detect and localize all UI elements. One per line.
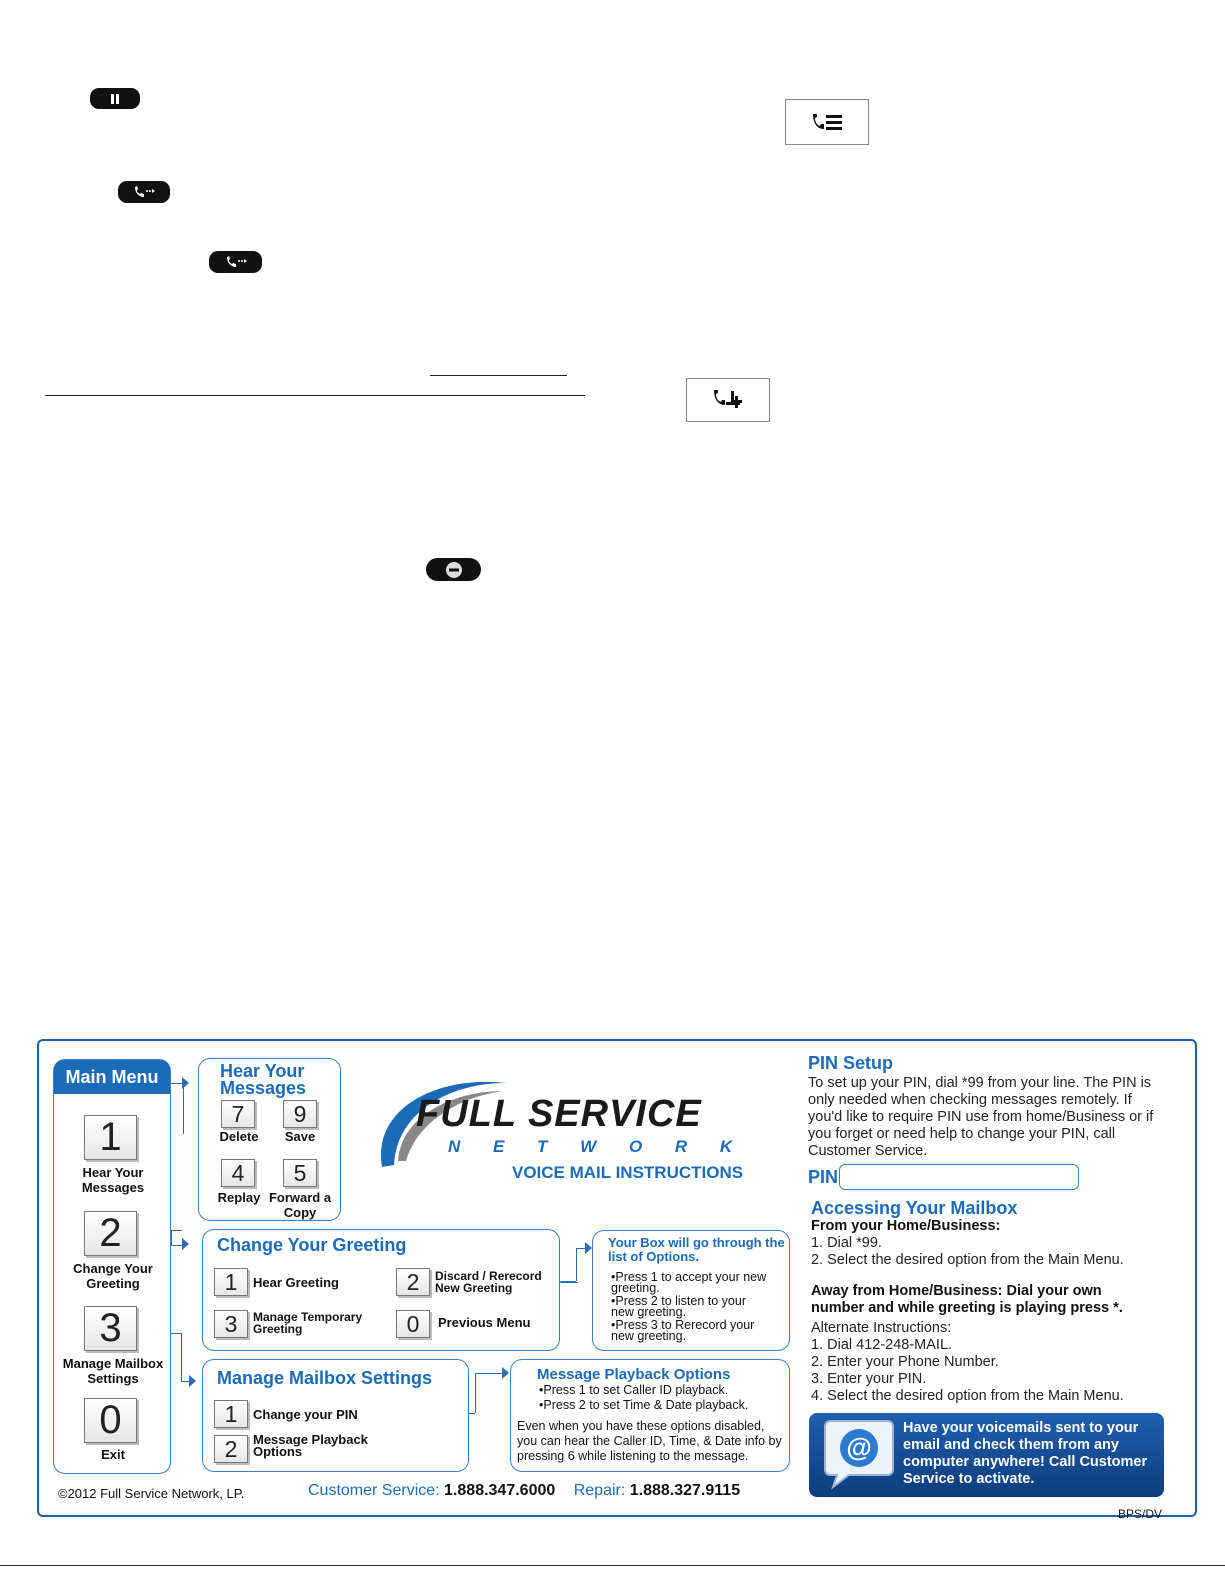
main-menu-panel [53, 1059, 171, 1474]
document-code: BPS/DV [1118, 1507, 1163, 1521]
key-2: 2 [214, 1435, 248, 1463]
change-greeting-panel [202, 1229, 560, 1351]
arrow-icon [182, 1077, 189, 1089]
main-menu-label-hear: Hear Your Messages [81, 1165, 145, 1195]
alternate-step: 4. Select the desired option from the Main Menu. [811, 1388, 1124, 1404]
alternate-step: 3. Enter your PIN. [811, 1371, 927, 1387]
playback-note: Even when you have these options disabled, you can hear the Caller ID, Time, & Date info by pressing 6 while listening to the message. [517, 1419, 782, 1463]
key-4: 4 [221, 1159, 255, 1187]
logo-subtitle: VOICE MAIL INSTRUCTIONS [512, 1163, 744, 1182]
options-title: Your Box will go through the list of Options. [608, 1235, 785, 1264]
change-greeting-title: Change Your Greeting [217, 1235, 407, 1255]
pin-setup-title: PIN Setup [808, 1053, 894, 1073]
mailbox-settings-panel [202, 1359, 469, 1472]
main-menu-label-exit: Exit [101, 1447, 125, 1462]
bottom-rule [0, 1565, 1225, 1566]
logo-network: N E T W O R K [448, 1137, 747, 1156]
home-heading: From your Home/Business: [811, 1218, 1001, 1234]
greeting-options-panel [592, 1230, 790, 1351]
connector-line [475, 1373, 502, 1374]
key-9: 9 [283, 1100, 317, 1128]
pin-setup-text: To set up your PIN, dial *99 from your line. The PIN is only needed when checking messages remotely. If you'd like to require PIN use from home/Business or if you forget or need help to change your PIN, call Customer Service. [808, 1075, 1154, 1159]
key-2: 2 [396, 1268, 430, 1296]
phone-transfer-icon [209, 251, 262, 273]
key-3: 3 [84, 1306, 137, 1351]
alternate-step: 2. Enter your Phone Number. [811, 1354, 999, 1370]
mailbox-settings-title: Manage Mailbox Settings [217, 1368, 433, 1388]
arrow-icon [585, 1242, 592, 1254]
connector-line [576, 1248, 577, 1281]
conference-icon [686, 378, 770, 422]
do-not-disturb-icon [426, 558, 481, 581]
options-item: •Press 1 to accept your new greeting. [611, 1270, 767, 1295]
hear-messages-panel [198, 1058, 341, 1221]
away-heading: Away from Home/Business: Dial your own number and while greeting is playing press *. [811, 1283, 1123, 1316]
arrow-icon [182, 1238, 189, 1250]
playback-item: •Press 1 to set Caller ID playback. [539, 1383, 729, 1397]
connector-line [469, 1413, 475, 1414]
phone-transfer-icon [118, 181, 170, 203]
alternate-step: 1. Dial 412-248-MAIL. [811, 1337, 953, 1353]
customer-service-label: Customer Service: [308, 1482, 440, 1499]
hear-label-delete: Delete [219, 1129, 259, 1144]
key-1: 1 [214, 1268, 248, 1296]
home-step: 1. Dial *99. [811, 1235, 882, 1251]
connector-line [171, 1083, 184, 1134]
key-0: 0 [396, 1310, 430, 1338]
playback-item: •Press 2 to set Time & Date playback. [539, 1398, 749, 1412]
connector-line [475, 1373, 476, 1413]
arrow-icon [189, 1375, 196, 1387]
greeting-label-rerecord: Discard / Rerecord New Greeting [435, 1269, 542, 1295]
pin-field [839, 1164, 1079, 1190]
voicemail-instruction-card [37, 1039, 1197, 1517]
call-list-icon [785, 99, 869, 145]
hear-label-forward: Forward a Copy [268, 1190, 332, 1220]
pause-icon [90, 88, 140, 109]
repair-number: 1.888.327.9115 [629, 1482, 741, 1499]
main-menu-label-settings: Manage Mailbox Settings [62, 1356, 164, 1386]
playback-options-panel [510, 1359, 790, 1472]
repair-label: Repair: [573, 1482, 626, 1499]
support-contacts [308, 1482, 798, 1500]
connector-line [171, 1230, 182, 1246]
settings-label-pin: Change your PIN [253, 1407, 358, 1422]
home-step: 2. Select the desired option from the Main Menu. [811, 1252, 1124, 1268]
accessing-mailbox-title: Accessing Your Mailbox [811, 1198, 1018, 1218]
underline-rule [430, 375, 567, 376]
full-service-network-logo [376, 1069, 781, 1182]
arrow-icon [502, 1367, 509, 1379]
email-promo-banner [809, 1413, 1164, 1497]
greeting-label-previous: Previous Menu [438, 1315, 531, 1330]
playback-options-title: Message Playback Options [537, 1366, 731, 1383]
settings-label-playback: Message Playback Options [253, 1432, 368, 1459]
customer-service-number: 1.888.347.6000 [444, 1482, 556, 1499]
key-7: 7 [221, 1100, 255, 1128]
connector-line [171, 1333, 182, 1382]
pin-field-label: PIN [808, 1167, 839, 1187]
key-1: 1 [84, 1115, 137, 1160]
key-0: 0 [84, 1398, 137, 1443]
connector-line [560, 1281, 576, 1282]
key-1: 1 [214, 1400, 248, 1428]
options-item: •Press 2 to listen to your new greeting. [611, 1294, 746, 1319]
email-promo-text: Have your voicemails sent to your email and check them from any computer anywhere! Call Customer Service to activate. [903, 1420, 1148, 1487]
greeting-label-hear: Hear Greeting [253, 1275, 339, 1290]
main-menu-label-greeting: Change Your Greeting [73, 1261, 153, 1291]
svg-text:@: @ [846, 1432, 872, 1462]
key-3: 3 [214, 1310, 248, 1338]
copyright: ©2012 Full Service Network, LP. [58, 1486, 245, 1501]
greeting-label-temporary: Manage Temporary Greeting [253, 1310, 363, 1336]
underline-rule [45, 395, 585, 396]
connector-line [576, 1248, 585, 1249]
logo-wordmark: FULL SERVICE [416, 1093, 702, 1135]
main-menu-title: Main Menu [54, 1060, 170, 1094]
hear-label-replay: Replay [217, 1190, 261, 1205]
hear-label-save: Save [284, 1129, 316, 1144]
hear-messages-title: Hear Your Messages [220, 1061, 307, 1098]
key-2: 2 [84, 1211, 137, 1256]
options-item: •Press 3 to Rerecord your new greeting. [611, 1318, 755, 1343]
at-sign-speech-bubble-icon [815, 1419, 899, 1491]
alternate-heading: Alternate Instructions: [811, 1320, 952, 1336]
key-5: 5 [283, 1159, 317, 1187]
